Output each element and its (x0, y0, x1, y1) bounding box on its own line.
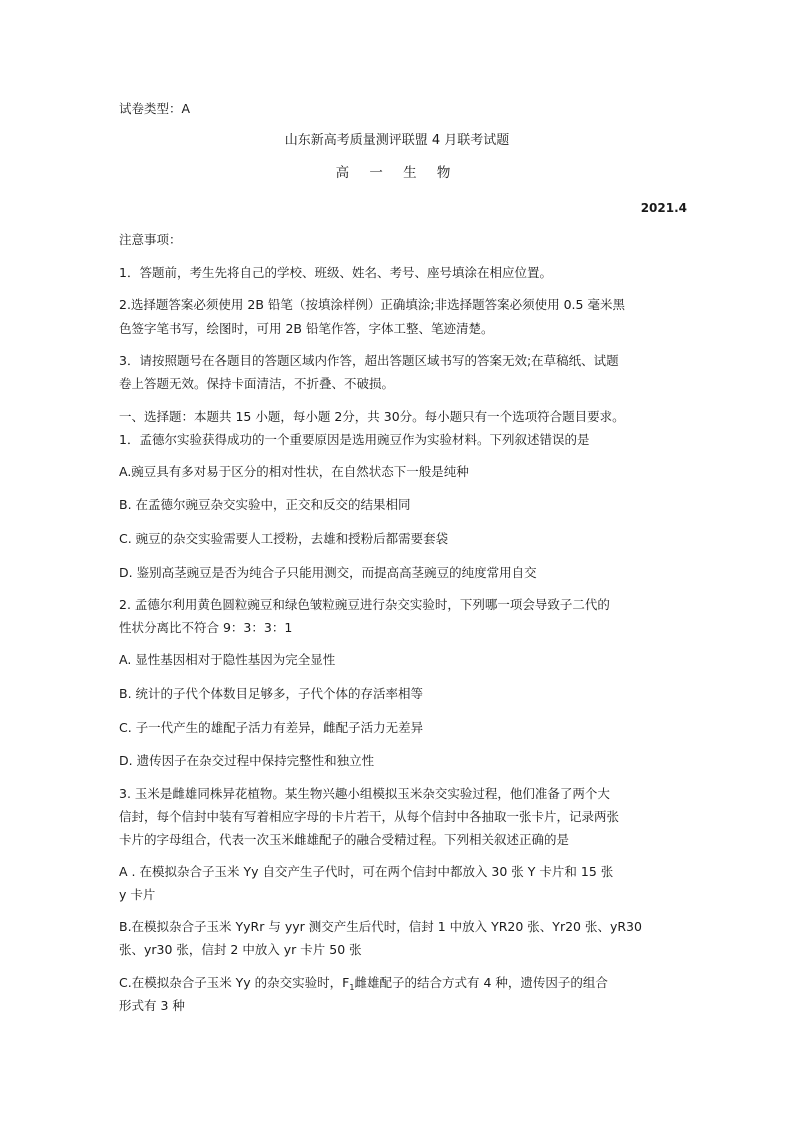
question-2-stem-line-1: 2. 孟德尔利用黄色圆粒豌豆和绿色皱粒豌豆进行杂交实验时，下列哪一项会导致子二代的 (119, 597, 610, 612)
question-1-option-d: D. 鉴别高茎豌豆是否为纯合子只能用测交，而提高高茎豌豆的纯度常用自交 (119, 565, 537, 580)
notes-heading: 注意事项： (119, 232, 182, 247)
exam-date: 2021.4 (640, 201, 687, 215)
question-1-stem: 1．孟德尔实验获得成功的一个重要原因是选用豌豆作为实验材料。下列叙述错误的是 (119, 432, 590, 447)
section-heading: 一、选择题：本题共 15 小题，每小题 2分，共 30分。每小题只有一个选项符合题目要求。 (119, 409, 625, 424)
question-3-stem-line-3: 卡片的字母组合，代表一次玉米雌雄配子的融合受精过程。下列相关叙述正确的是 (119, 832, 570, 847)
question-2-stem-line-2: 性状分离比不符合 9：3：3：1 (119, 620, 293, 635)
question-3-option-c-line-1 (119, 975, 608, 996)
note-item-3-line-2: 卷上答题无效。保持卡面清洁，不折叠、不破损。 (119, 376, 395, 391)
question-2-option-c: C. 子一代产生的雄配子活力有差异，雌配子活力无差异 (119, 720, 424, 735)
question-2-option-d: D. 遗传因子在杂交过程中保持完整性和独立性 (119, 753, 375, 768)
generation-subscript: 1 (349, 983, 355, 992)
paper-type-label: 试卷类型：A (119, 101, 191, 116)
question-1-option-c: C. 豌豆的杂交实验需要人工授粉，去雄和授粉后都需要套袋 (119, 531, 449, 546)
question-1-option-b: B. 在孟德尔豌豆杂交实验中，正交和反交的结果相同 (119, 497, 411, 512)
question-1-option-a: A.豌豆具有多对易于区分的相对性状，在自然状态下一般是纯种 (119, 464, 469, 479)
note-item-3-line-1: 3．请按照题号在各题目的答题区域内作答，超出答题区域书写的答案无效;在草稿纸、试题 (119, 353, 619, 368)
note-item-1: 1．答题前，考生先将自己的学校、班级、姓名、考号、座号填涂在相应位置。 (119, 265, 552, 280)
question-3-option-c-line-2: 形式有 3 种 (119, 998, 185, 1013)
note-item-2-line-1: 2.选择题答案必须使用 2B 铅笔（按填涂样例）正确填涂;非选择题答案必须使用 0.5 毫米黑 (119, 297, 625, 312)
question-2-option-b: B. 统计的子代个体数目足够多，子代个体的存活率相等 (119, 686, 424, 701)
question-3-option-b-line-2: 张、yr30 张，信封 2 中放入 yr 卡片 50 张 (119, 942, 362, 957)
question-3-stem-line-2: 信封，每个信封中装有写着相应字母的卡片若干，从每个信封中各抽取一张卡片，记录两张 (119, 809, 620, 824)
question-3-option-a-line-1: A . 在模拟杂合子玉米 Yy 自交产生子代时，可在两个信封中都放入 30 张 Y 卡片和 15 张 (119, 864, 614, 879)
note-item-2-line-2: 色签字笔书写，绘图时，可用 2B 铅笔作答，字体工整、笔迹清楚。 (119, 321, 494, 336)
question-3-option-c-text-post: 雌雄配子的结合方式有 4 种，遗传因子的组合 (354, 975, 608, 990)
question-3-stem-line-1: 3. 玉米是雌雄同株异花植物。某生物兴趣小组模拟玉米杂交实验过程，他们准备了两个大 (119, 786, 610, 801)
question-3-option-a-line-2: y 卡片 (119, 887, 156, 902)
question-3-option-c-text-pre: C.在模拟杂合子玉米 Yy 的杂交实验时，F (119, 975, 350, 990)
exam-title: 山东新高考质量测评联盟 4 月联考试题 (284, 133, 510, 148)
question-2-option-a: A. 显性基因相对于隐性基因为完全显性 (119, 652, 336, 667)
subject-title: 高 一 生 物 (335, 165, 459, 181)
question-3-option-b-line-1: B.在模拟杂合子玉米 YyRr 与 yyr 测交产生后代时，信封 1 中放入 YR20 张、Yr20 张、yR30 (119, 919, 642, 934)
